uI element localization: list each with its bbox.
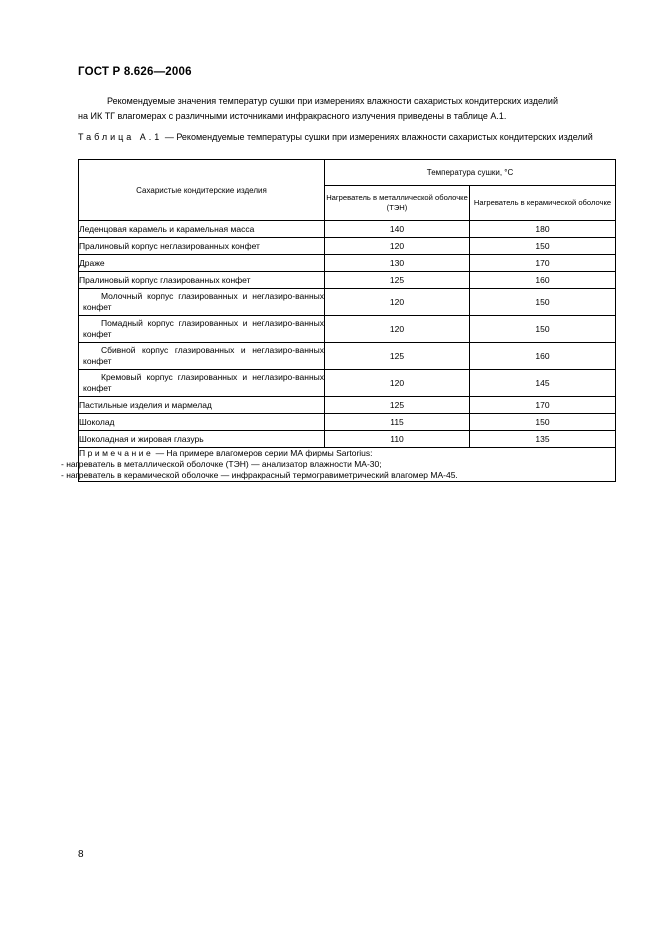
ceramic-temp: 150: [470, 289, 616, 316]
column-header-product: Сахаристые кондитерские изделия: [79, 160, 325, 221]
table-caption-text: — Рекомендуемые температуры сушки при измерениях влажности сахаристых кондитерских изделий: [162, 132, 593, 142]
metal-temp: 140: [325, 221, 470, 238]
ceramic-temp: 180: [470, 221, 616, 238]
metal-temp: 120: [325, 316, 470, 343]
ceramic-temp: 170: [470, 397, 616, 414]
metal-temp: 125: [325, 272, 470, 289]
table-note-row: [79, 448, 616, 482]
table-row: [79, 431, 616, 448]
product-name: Леденцовая карамель и карамельная масса: [79, 221, 325, 238]
table-row: [79, 221, 616, 238]
note-line-ceramic: - нагреватель в керамической оболочке — инфракрасный термогравиметрический влагомер МА-45.: [61, 470, 458, 480]
table-caption-label: Таблица А.1: [78, 132, 163, 142]
table-row: [79, 343, 616, 370]
table-row: [79, 370, 616, 397]
product-name: Пралиновый корпус неглазированных конфет: [79, 238, 325, 255]
product-name: Молочный корпус глазированных и неглазиро-ванных конфет: [79, 289, 325, 316]
intro-paragraph: [78, 94, 615, 124]
note-line-metal: - нагреватель в металлической оболочке (ТЭН) — анализатор влажности МА-30;: [61, 459, 382, 469]
product-name: Драже: [79, 255, 325, 272]
product-name: Помадный корпус глазированных и неглазиро-ванных конфет: [79, 316, 325, 343]
table-caption: [78, 132, 615, 143]
table-note: [61, 448, 616, 482]
column-header-ceramic-heater: Нагреватель в керамической оболочке: [470, 186, 616, 221]
ceramic-temp: 150: [470, 316, 616, 343]
note-heading: [79, 448, 615, 459]
note-label: Примечание: [79, 448, 154, 458]
ceramic-temp: 160: [470, 272, 616, 289]
intro-line-1: Рекомендуемые значения температур сушки при измерениях влажности сахаристых кондитерских изделий: [107, 96, 558, 106]
ceramic-temp: 160: [470, 343, 616, 370]
page-number: 8: [78, 849, 84, 860]
ceramic-temp: 170: [470, 255, 616, 272]
drying-temperature-table: [61, 159, 616, 482]
ceramic-temp: 135: [470, 431, 616, 448]
metal-temp: 120: [325, 238, 470, 255]
table-row: [79, 397, 616, 414]
metal-temp: 115: [325, 414, 470, 431]
intro-line-2: на ИК ТГ влагомерах с различными источниками инфракрасного излучения приведены в таблице А.1.: [78, 111, 507, 121]
document-header: ГОСТ Р 8.626—2006: [78, 66, 192, 78]
metal-temp: 125: [325, 343, 470, 370]
metal-temp: 125: [325, 397, 470, 414]
column-header-temperature: Температура сушки, °С: [325, 160, 616, 186]
table-row: [79, 289, 616, 316]
table-row: [79, 414, 616, 431]
table-row: [79, 316, 616, 343]
metal-temp: 120: [325, 289, 470, 316]
note-text: — На примере влагомеров серии МА фирмы Sartorius:: [153, 448, 373, 458]
product-name: Кремовый корпус глазированных и неглазиро-ванных конфет: [79, 370, 325, 397]
metal-temp: 110: [325, 431, 470, 448]
ceramic-temp: 150: [470, 414, 616, 431]
product-name: Шоколад: [79, 414, 325, 431]
product-name: Пралиновый корпус глазированных конфет: [79, 272, 325, 289]
ceramic-temp: 145: [470, 370, 616, 397]
table-row: [79, 272, 616, 289]
table-row: [79, 238, 616, 255]
table-row: [79, 255, 616, 272]
product-name: Сбивной корпус глазированных и неглазиро-ванных конфет: [79, 343, 325, 370]
ceramic-temp: 150: [470, 238, 616, 255]
product-name: Шоколадная и жировая глазурь: [79, 431, 325, 448]
product-name: Пастильные изделия и мармелад: [79, 397, 325, 414]
metal-temp: 130: [325, 255, 470, 272]
column-header-metal-heater: Нагреватель в металлической оболочке (ТЭН): [325, 186, 470, 221]
metal-temp: 120: [325, 370, 470, 397]
